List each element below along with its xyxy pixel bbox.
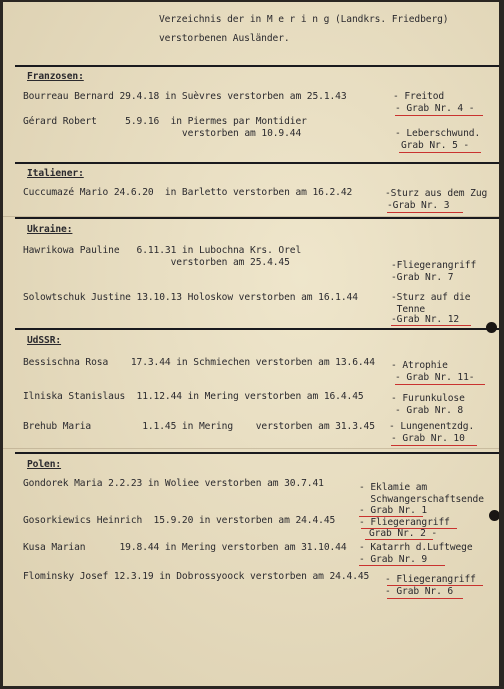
cause-hawrikowa: -Fliegerangriff [391,260,477,271]
punch-hole [486,322,497,333]
entry-cuccumaze: Cuccumazé Mario 24.6.20 in Barletto verstorben am 16.2.42 [23,187,353,198]
cause-bourreau: - Freitod [393,91,445,102]
section-divider [15,162,499,164]
grave-gerard: Grab Nr. 5 - [401,140,470,151]
cause-bessischna: - Atrophie [391,360,448,371]
entry-flominsky: Flominsky Josef 12.3.19 in Dobrossyoock verstorben am 24.4.45 [23,571,370,582]
section-title-udssr: UdSSR: [27,335,62,346]
entry-kusa: Kusa Marian 19.8.44 in Mering verstorben am 31.10.44 [23,542,347,553]
underline [387,585,483,586]
section-divider [15,328,499,330]
section-divider [15,217,499,219]
grave-cuccumaze: -Grab Nr. 3 [387,200,450,211]
grave-flominsky: - Grab Nr. 6 [385,586,454,597]
header-title: Verzeichnis der in M e r i n g (Landkrs. Friedberg) [159,14,449,25]
cause-gosorkiewics: - Fliegerangriff [359,517,450,528]
section-divider [15,452,499,454]
underline [387,598,463,599]
grave-bourreau: - Grab Nr. 4 - [395,103,475,114]
cause-flominsky: - Fliegerangriff [385,574,476,585]
underline [387,212,463,213]
underline [361,528,457,529]
grave-solowtschuk: -Grab Nr. 12 [391,314,460,325]
grave-gosorkiewics: Grab Nr. 2 - [369,528,438,539]
underline [391,325,471,326]
entry-hawrikowa: Hawrikowa Pauline 6.11.31 in Lubochna Krs. Orel verstorben am 25.4.45 [23,245,302,268]
underline [395,384,485,385]
document-page [3,2,499,686]
section-title-polen: Polen: [27,459,62,470]
entry-gosorkiewics: Gosorkiewics Heinrich 15.9.20 in verstorben am 24.4.45 [23,515,336,526]
paper-fold [3,448,499,449]
punch-hole [489,510,499,521]
entry-gerard: Gérard Robert 5.9.16 in Piermes par Montidier verstorben am 10.9.44 [23,116,307,139]
header-subtitle: verstorbenen Ausländer. [159,33,290,44]
underline [365,539,433,540]
cause-cuccumaze: -Sturz aus dem Zug [385,188,488,199]
entry-bessischna: Bessischna Rosa 17.3.44 in Schmiechen verstorben am 13.6.44 [23,357,375,368]
grave-kusa: - Grab Nr. 9 [359,554,428,565]
entry-gondorek: Gondorek Maria 2.2.23 in Woliee verstorben am 30.7.41 [23,478,324,489]
cause-kusa: - Katarrh d.Luftwege [359,542,473,553]
entry-ilniska: Ilniska Stanislaus 11.12.44 in Mering verstorben am 16.4.45 [23,391,364,402]
grave-brehub: - Grab Nr. 10 [391,433,465,444]
grave-bessischna: - Grab Nr. 11- [395,372,475,383]
grave-ilniska: - Grab Nr. 8 [395,405,464,416]
entry-brehub: Brehub Maria 1.1.45 in Mering verstorben am 31.3.45 [23,421,375,432]
section-divider [15,65,499,67]
section-title-franzosen: Franzosen: [27,71,84,82]
section-title-italiener: Italiener: [27,168,84,179]
section-title-ukraine: Ukraine: [27,224,73,235]
underline [399,152,481,153]
cause-brehub: - Lungenentzdg. [389,421,475,432]
grave-hawrikowa: -Grab Nr. 7 [391,272,454,283]
entry-solowtschuk: Solowtschuk Justine 13.10.13 Holoskow verstorben am 16.1.44 [23,292,358,303]
underline [395,115,483,116]
cause-ilniska: - Furunkulose [391,393,465,404]
grave-gondorek: - Grab Nr. 1 [359,505,428,516]
document-header [159,10,489,48]
cause-solowtschuk: -Sturz auf die Tenne [391,292,471,315]
underline [391,445,477,446]
entry-bourreau: Bourreau Bernard 29.4.18 in Suèvres verstorben am 25.1.43 [23,91,347,102]
underline [359,565,445,566]
cause-gerard: - Leberschwund. [395,128,481,139]
cause-gondorek: - Eklamie am Schwangerschaftsende [359,482,484,505]
